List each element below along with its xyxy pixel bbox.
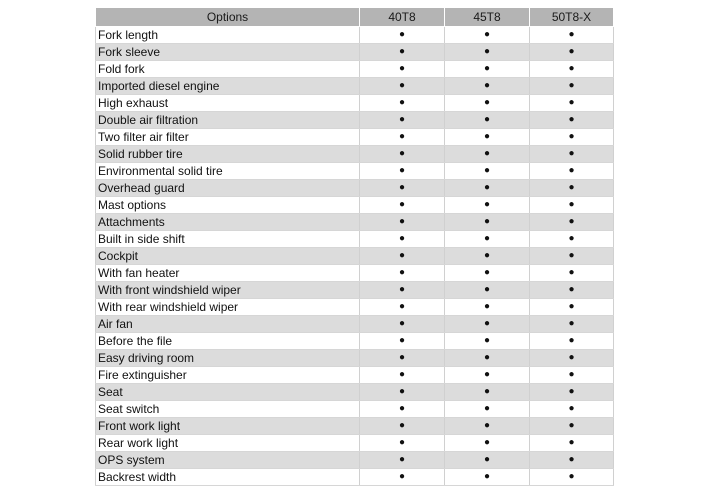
availability-mark: ●	[360, 44, 445, 61]
option-name: Easy driving room	[96, 350, 360, 367]
availability-mark: ●	[445, 61, 530, 78]
table-row	[96, 401, 614, 418]
option-name: Front work light	[96, 418, 360, 435]
table-row	[96, 418, 614, 435]
availability-mark: ●	[360, 61, 445, 78]
option-name: Fork sleeve	[96, 44, 360, 61]
availability-mark: ●	[445, 299, 530, 316]
availability-mark: ●	[530, 61, 614, 78]
table-row	[96, 197, 614, 214]
table-row	[96, 265, 614, 282]
availability-mark: ●	[445, 214, 530, 231]
availability-mark: ●	[360, 163, 445, 180]
availability-mark: ●	[445, 401, 530, 418]
availability-mark: ●	[530, 163, 614, 180]
table-row	[96, 452, 614, 469]
availability-mark: ●	[445, 435, 530, 452]
availability-mark: ●	[360, 299, 445, 316]
availability-mark: ●	[530, 146, 614, 163]
table-header-row	[96, 8, 614, 27]
availability-mark: ●	[445, 350, 530, 367]
availability-mark: ●	[360, 384, 445, 401]
availability-mark: ●	[360, 146, 445, 163]
availability-mark: ●	[445, 248, 530, 265]
availability-mark: ●	[360, 418, 445, 435]
option-name: Built in side shift	[96, 231, 360, 248]
table-row	[96, 231, 614, 248]
option-name: OPS system	[96, 452, 360, 469]
availability-mark: ●	[530, 418, 614, 435]
header-model-40t8: 40T8	[360, 8, 445, 27]
option-name: Rear work light	[96, 435, 360, 452]
option-name: High exhaust	[96, 95, 360, 112]
availability-mark: ●	[360, 95, 445, 112]
availability-mark: ●	[445, 27, 530, 44]
table-row	[96, 316, 614, 333]
option-name: Air fan	[96, 316, 360, 333]
availability-mark: ●	[530, 367, 614, 384]
availability-mark: ●	[530, 299, 614, 316]
availability-mark: ●	[360, 265, 445, 282]
option-name: Seat	[96, 384, 360, 401]
availability-mark: ●	[360, 333, 445, 350]
availability-mark: ●	[530, 401, 614, 418]
table-row	[96, 469, 614, 486]
availability-mark: ●	[445, 452, 530, 469]
availability-mark: ●	[530, 333, 614, 350]
option-name: Imported diesel engine	[96, 78, 360, 95]
option-name: Seat switch	[96, 401, 360, 418]
availability-mark: ●	[445, 282, 530, 299]
table-row	[96, 367, 614, 384]
availability-mark: ●	[360, 452, 445, 469]
table-row	[96, 163, 614, 180]
availability-mark: ●	[445, 163, 530, 180]
availability-mark: ●	[445, 95, 530, 112]
table-row	[96, 180, 614, 197]
availability-mark: ●	[530, 197, 614, 214]
table-row	[96, 333, 614, 350]
availability-mark: ●	[530, 282, 614, 299]
availability-mark: ●	[530, 129, 614, 146]
availability-mark: ●	[530, 248, 614, 265]
availability-mark: ●	[530, 350, 614, 367]
availability-mark: ●	[530, 265, 614, 282]
availability-mark: ●	[360, 27, 445, 44]
availability-mark: ●	[360, 316, 445, 333]
availability-mark: ●	[445, 112, 530, 129]
availability-mark: ●	[445, 78, 530, 95]
option-name: Overhead guard	[96, 180, 360, 197]
availability-mark: ●	[530, 469, 614, 486]
availability-mark: ●	[360, 401, 445, 418]
option-name: Before the file	[96, 333, 360, 350]
table-row	[96, 44, 614, 61]
option-name: Backrest width	[96, 469, 360, 486]
availability-mark: ●	[530, 435, 614, 452]
availability-mark: ●	[445, 265, 530, 282]
availability-mark: ●	[360, 197, 445, 214]
availability-mark: ●	[360, 469, 445, 486]
option-name: Fold fork	[96, 61, 360, 78]
option-name: Cockpit	[96, 248, 360, 265]
availability-mark: ●	[530, 180, 614, 197]
availability-mark: ●	[360, 78, 445, 95]
option-name: Double air filtration	[96, 112, 360, 129]
availability-mark: ●	[445, 180, 530, 197]
availability-mark: ●	[445, 197, 530, 214]
header-options: Options	[96, 8, 360, 27]
table-row	[96, 299, 614, 316]
availability-mark: ●	[445, 44, 530, 61]
availability-mark: ●	[530, 384, 614, 401]
availability-mark: ●	[445, 231, 530, 248]
table-row	[96, 214, 614, 231]
availability-mark: ●	[360, 129, 445, 146]
option-name: With rear windshield wiper	[96, 299, 360, 316]
availability-mark: ●	[445, 418, 530, 435]
table-row	[96, 129, 614, 146]
availability-mark: ●	[530, 95, 614, 112]
availability-mark: ●	[530, 112, 614, 129]
options-table	[95, 7, 614, 486]
availability-mark: ●	[360, 112, 445, 129]
availability-mark: ●	[445, 316, 530, 333]
availability-mark: ●	[530, 214, 614, 231]
option-name: Environmental solid tire	[96, 163, 360, 180]
option-name: Two filter air filter	[96, 129, 360, 146]
table-row	[96, 282, 614, 299]
availability-mark: ●	[445, 384, 530, 401]
availability-mark: ●	[445, 333, 530, 350]
availability-mark: ●	[530, 452, 614, 469]
header-model-50t8-x: 50T8-X	[530, 8, 614, 27]
availability-mark: ●	[360, 180, 445, 197]
availability-mark: ●	[360, 350, 445, 367]
option-name: Solid rubber tire	[96, 146, 360, 163]
option-name: With fan heater	[96, 265, 360, 282]
availability-mark: ●	[530, 27, 614, 44]
table-row	[96, 61, 614, 78]
table-row	[96, 112, 614, 129]
option-name: Attachments	[96, 214, 360, 231]
table-row	[96, 435, 614, 452]
availability-mark: ●	[530, 78, 614, 95]
table-row	[96, 27, 614, 44]
availability-mark: ●	[530, 316, 614, 333]
availability-mark: ●	[360, 231, 445, 248]
table-row	[96, 95, 614, 112]
availability-mark: ●	[530, 231, 614, 248]
availability-mark: ●	[445, 146, 530, 163]
availability-mark: ●	[530, 44, 614, 61]
table-row	[96, 78, 614, 95]
option-name: Fire extinguisher	[96, 367, 360, 384]
availability-mark: ●	[445, 367, 530, 384]
option-name: Mast options	[96, 197, 360, 214]
option-name: Fork length	[96, 27, 360, 44]
availability-mark: ●	[360, 282, 445, 299]
table-row	[96, 146, 614, 163]
availability-mark: ●	[360, 435, 445, 452]
table-row	[96, 248, 614, 265]
availability-mark: ●	[360, 248, 445, 265]
availability-mark: ●	[445, 129, 530, 146]
option-name: With front windshield wiper	[96, 282, 360, 299]
availability-mark: ●	[445, 469, 530, 486]
availability-mark: ●	[360, 367, 445, 384]
table-row	[96, 350, 614, 367]
table-row	[96, 384, 614, 401]
options-table-body	[96, 27, 614, 486]
header-model-45t8: 45T8	[445, 8, 530, 27]
availability-mark: ●	[360, 214, 445, 231]
